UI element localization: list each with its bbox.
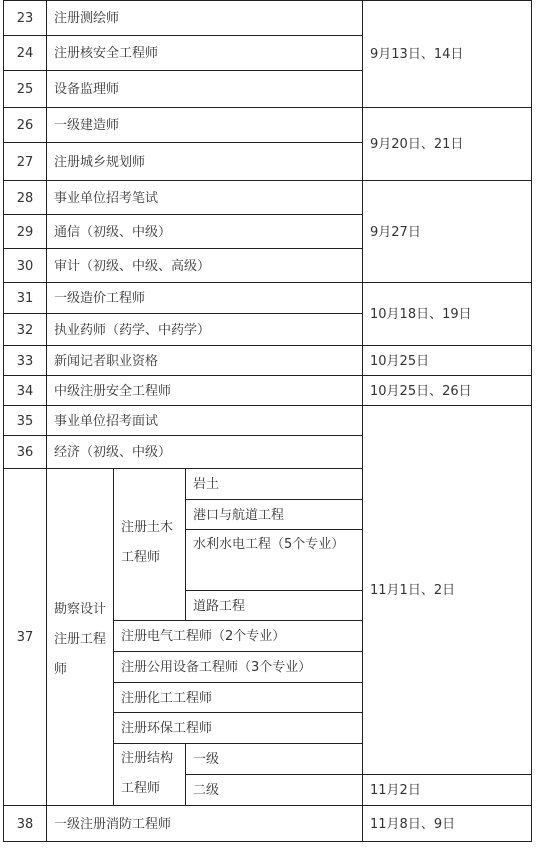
exam-name: 注册城乡规划师 xyxy=(46,142,363,181)
exam-date: 11月1日、2日 xyxy=(362,405,532,775)
row-number: 23 xyxy=(3,0,47,36)
exam-name: 事业单位招考笔试 xyxy=(46,180,363,215)
exam-name: 注册测绘师 xyxy=(46,0,363,36)
row-number: 27 xyxy=(3,142,47,181)
sub-item: 水利水电工程（5个专业） xyxy=(185,529,363,591)
exam-name: 新闻记者职业资格 xyxy=(46,345,363,376)
row-number: 35 xyxy=(3,405,47,436)
sub-category: 注册结构工程师 xyxy=(113,743,186,806)
exam-date: 11月2日 xyxy=(362,774,532,806)
exam-date: 10月18日、19日 xyxy=(362,282,532,346)
exam-name: 一级造价工程师 xyxy=(46,282,363,314)
exam-name: 注册核安全工程师 xyxy=(46,35,363,71)
exam-name: 中级注册安全工程师 xyxy=(46,375,363,406)
exam-name: 事业单位招考面试 xyxy=(46,405,363,436)
exam-name: 勘察设计注册工程师 xyxy=(46,468,114,806)
row-number: 34 xyxy=(3,375,47,406)
row-number: 36 xyxy=(3,435,47,469)
row-number: 32 xyxy=(3,313,47,346)
row-number: 38 xyxy=(3,805,47,842)
sub-category: 注册土木工程师 xyxy=(113,468,186,621)
row-number: 37 xyxy=(3,468,47,806)
exam-name: 一级注册消防工程师 xyxy=(46,805,363,842)
sub-category: 注册化工工程师 xyxy=(113,682,363,713)
sub-item: 一级 xyxy=(185,743,363,775)
exam-name: 执业药师（药学、中药学） xyxy=(46,313,363,346)
exam-name: 设备监理师 xyxy=(46,70,363,108)
row-number: 26 xyxy=(3,107,47,143)
exam-name: 通信（初级、中级） xyxy=(46,214,363,249)
exam-date: 9月13日、14日 xyxy=(362,0,532,108)
exam-date: 9月20日、21日 xyxy=(362,107,532,181)
exam-date: 10月25日、26日 xyxy=(362,375,532,406)
row-number: 25 xyxy=(3,70,47,108)
row-number: 28 xyxy=(3,180,47,215)
row-number: 33 xyxy=(3,345,47,376)
sub-category: 注册公用设备工程师（3个专业） xyxy=(113,651,363,683)
exam-date: 9月27日 xyxy=(362,180,532,283)
sub-category: 注册电气工程师（2个专业） xyxy=(113,620,363,652)
row-number: 31 xyxy=(3,282,47,314)
exam-name: 经济（初级、中级） xyxy=(46,435,363,469)
row-number: 29 xyxy=(3,214,47,249)
exam-name: 审计（初级、中级、高级） xyxy=(46,248,363,283)
sub-item: 岩土 xyxy=(185,468,363,500)
exam-date: 10月25日 xyxy=(362,345,532,376)
exam-date: 11月8日、9日 xyxy=(362,805,532,842)
sub-item: 港口与航道工程 xyxy=(185,499,363,530)
sub-item: 道路工程 xyxy=(185,590,363,621)
row-number: 30 xyxy=(3,248,47,283)
row-number: 24 xyxy=(3,35,47,71)
sub-category: 注册环保工程师 xyxy=(113,712,363,744)
sub-item: 二级 xyxy=(185,774,363,806)
exam-name: 一级建造师 xyxy=(46,107,363,143)
